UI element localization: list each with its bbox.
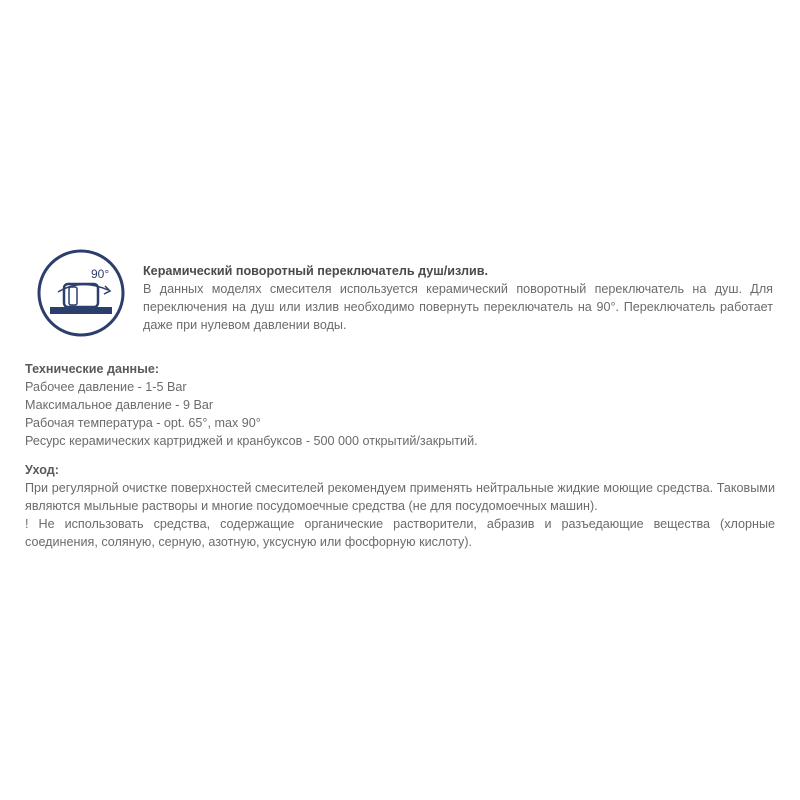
spec-item: Ресурс керамических картриджей и кранбуксов - 500 000 открытий/закрытий.	[25, 434, 478, 448]
rotation-angle-label: 90°	[91, 267, 110, 281]
care-paragraph: При регулярной очистке поверхностей смесителей рекомендуем применять нейтральные жидкие моющие средства. Таковыми являются мыльные растворы и многие посудомоечные средства (не для посудомоечных машин).	[25, 481, 775, 513]
care-heading: Уход:	[25, 463, 59, 477]
ceramic-switch-icon	[36, 248, 126, 338]
spec-item: Максимальное давление - 9 Bar	[25, 398, 214, 412]
spec-item: Рабочее давление - 1-5 Bar	[25, 380, 187, 394]
technical-specs	[25, 360, 775, 450]
feature-description	[143, 262, 773, 334]
care-warning: ! Не использовать средства, содержащие органические растворители, абразив и разъедающие вещества (хлорные соединения, соляную, серную, азотную, уксусную или фосфорную кислоту).	[25, 517, 775, 549]
specs-heading: Технические данные:	[25, 362, 160, 376]
feature-text: В данных моделях смесителя используется керамический поворотный переключатель на душ. Для переключения на душ или излив необходимо повернуть переключатель на 90°. Переключатель работает даже при нулевом давлении воды.	[143, 282, 773, 332]
spec-item: Рабочая температура - opt. 65°, max 90°	[25, 416, 261, 430]
feature-title: Керамический поворотный переключатель душ/излив.	[143, 264, 489, 278]
care-section	[25, 461, 775, 551]
